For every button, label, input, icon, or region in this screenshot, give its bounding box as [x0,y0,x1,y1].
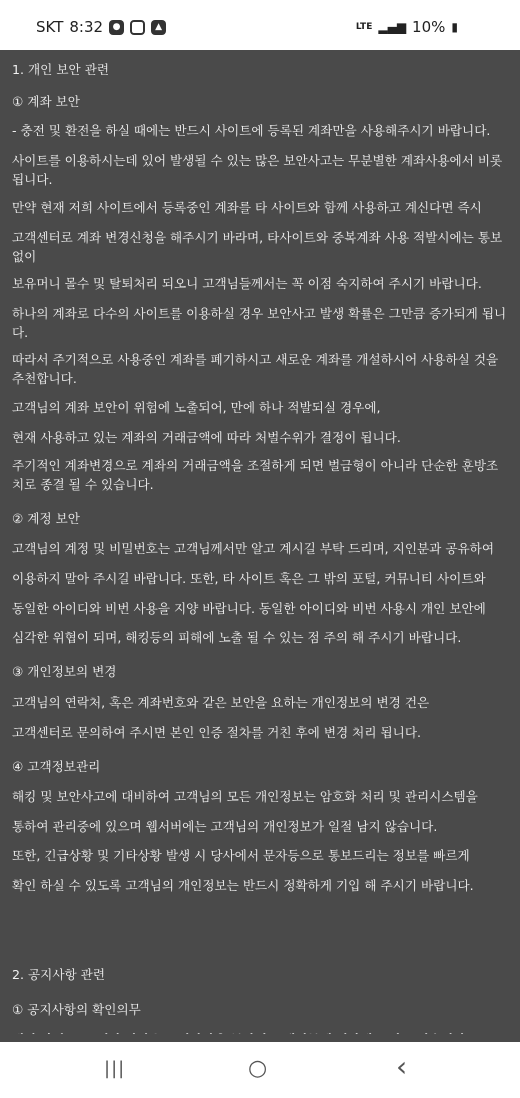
paragraph-line: 또한, 긴급상황 및 기타상황 발생 시 당사에서 문자등으로 통보드리는 정보를 빠르게 [12,848,470,863]
recent-apps-button[interactable]: ||| [104,1058,126,1079]
paragraph-line: 통하여 관리중에 있으며 웹서버에는 고객님의 개인정보가 일절 남지 않습니다. [12,819,438,834]
talk-icon: ● [109,20,124,35]
status-right [356,18,458,36]
gallery-icon: ▲ [151,20,166,35]
paragraph-line: 해킹 및 보안사고에 대비하여 고객님의 모든 개인정보는 암호화 처리 및 관리시스템을 [12,789,478,804]
battery-icon: ▮ [451,20,458,34]
navigation-bar [0,1042,520,1098]
paragraph-line: 고객센터로 문의하여 주시면 본인 인증 절차를 거친 후에 변경 처리 됩니다. [12,725,422,740]
instagram-icon [130,20,145,35]
subsection-heading: ④ 고객정보관리 [12,759,101,774]
status-bar [0,0,520,50]
carrier-label: SKT [36,18,64,36]
section-heading: 2. 공지사항 관련 [12,967,106,982]
subsection-heading: ③ 개인정보의 변경 [12,664,117,679]
subsection-heading: ② 계정 보안 [12,511,80,526]
paragraph-line: 고객님의 계좌 보안이 위험에 노출되어, 만에 하나 적발되실 경우에, [12,400,381,415]
paragraph-line: 고객님의 계정 및 비밀번호는 고객님께서만 알고 계시길 부탁 드리며, 지인분과 공유하여 [12,541,494,556]
network-type: LTE [355,22,373,32]
paragraph-line: 확인 하실 수 있도록 고객님의 개인정보는 반드시 정확하게 기입 해 주시기 바랍니다. [12,878,474,893]
paragraph-line: 주기적인 계좌변경으로 계좌의 거래금액을 조절하게 되면 벌금형이 아니라 단순한 훈방조치로 종결 될 수 있습니다. [12,458,499,492]
paragraph-line: - 충전 및 환전을 하실 때에는 반드시 사이트에 등록된 계좌만을 사용해주시기 바랍니다. [12,123,491,138]
back-button[interactable]: ‹ [396,1050,408,1083]
clock: 8:32 [69,18,104,36]
paragraph-line: 심각한 위협이 되며, 해킹등의 피해에 노출 될 수 있는 점 주의 해 주시기 바랍니다. [12,630,462,645]
paragraph-line: 사이트를 이용하시는데 있어 발생될 수 있는 많은 보안사고는 무분별한 계좌사용에서 비롯됩니다. [12,153,503,187]
section-heading: 1. 개인 보안 관련 [12,62,110,77]
paragraph-line: 보유머니 몰수 및 탈퇴처리 되오니 고객님들께서는 꼭 이점 숙지하여 주시기 바랍니다. [12,276,482,291]
terms-content[interactable] [0,50,520,1042]
home-button[interactable]: ○ [248,1056,268,1081]
signal-icon: ▂▄▆ [378,20,407,34]
paragraph-line: 이용하지 말아 주시길 바랍니다. 또한, 타 사이트 혹은 그 밖의 포털, 커뮤니티 사이트와 [12,571,486,586]
subsection-heading: ① 계좌 보안 [12,94,80,109]
paragraph-line: 현재 사용하고 있는 계좌의 거래금액에 따라 처벌수위가 결정이 됩니다. [12,430,401,445]
content-cutoff [0,1034,520,1042]
paragraph-line: 따라서 주기적으로 사용중인 계좌를 폐기하시고 새로운 계좌를 개설하시어 사용하실 것을 추천합니다. [12,352,499,386]
status-left [36,18,166,36]
paragraph-line: 고객센터로 계좌 변경신청을 해주시기 바라며, 타사이트와 중복계좌 사용 적발시에는 통보없이 [12,230,503,264]
battery-percent: 10% [412,18,446,36]
paragraph-line: 고객님의 연락처, 혹은 계좌번호와 같은 보안을 요하는 개인정보의 변경 건은 [12,695,430,710]
paragraph-line: 하나의 계좌로 다수의 사이트를 이용하실 경우 보안사고 발생 확률은 그만큼 증가되게 됩니다. [12,306,507,340]
paragraph-line: 동일한 아이디와 비번 사용을 지양 바랍니다. 동일한 아이디와 비번 사용시 개인 보안에 [12,601,486,616]
subsection-heading: ① 공지사항의 확인의무 [12,1002,141,1017]
paragraph-line: 만약 현재 저희 사이트에서 등록중인 계좌를 타 사이트와 함께 사용하고 계신다면 즉시 [12,200,482,215]
